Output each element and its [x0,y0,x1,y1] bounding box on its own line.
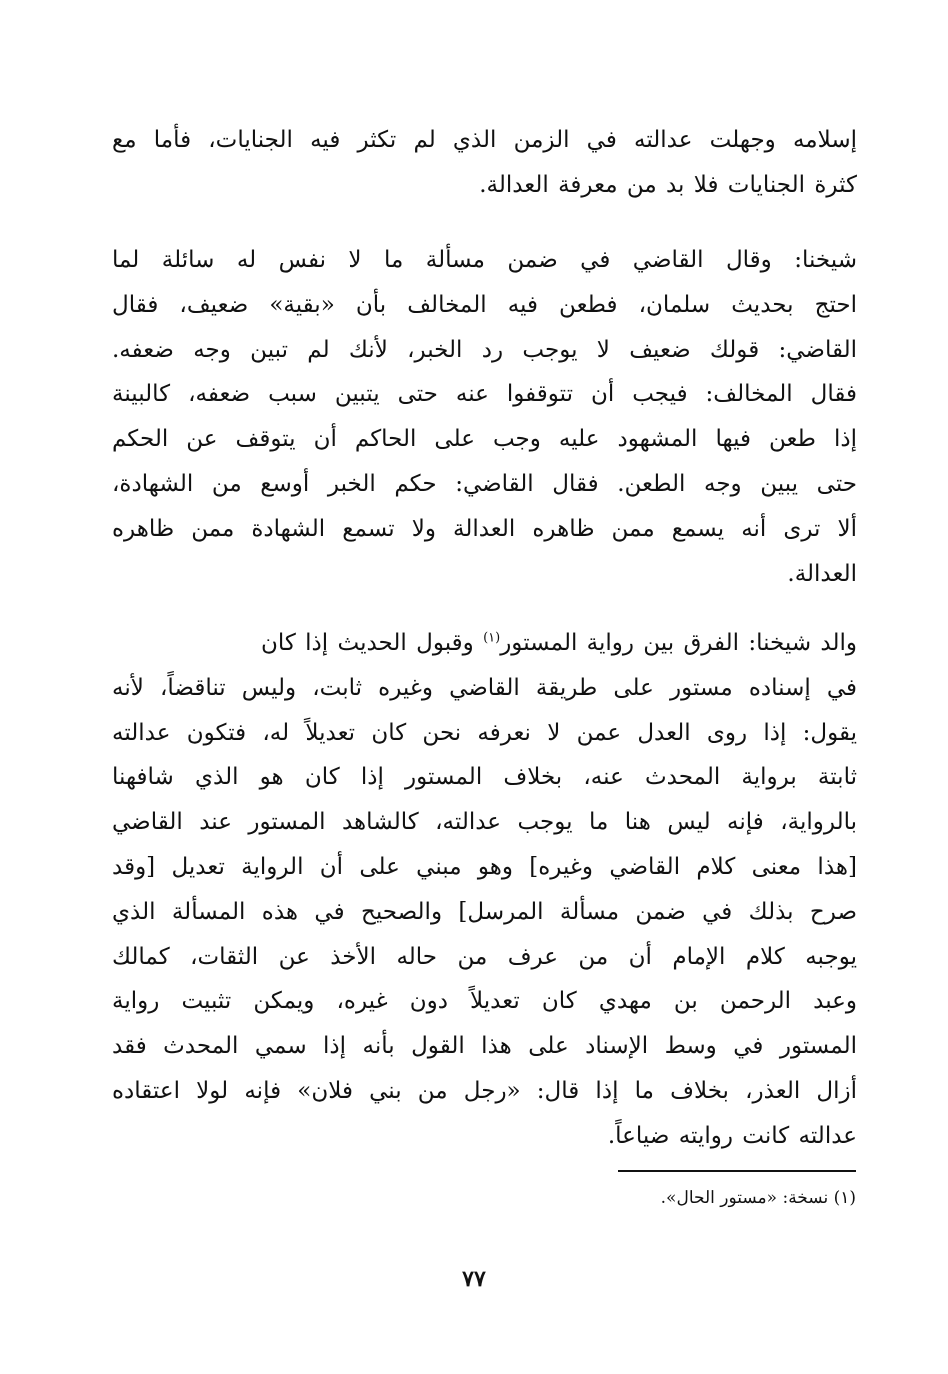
text-line-with-footnote-ref [112,621,857,666]
text-line: المستور في وسط الإسناد على هذا القول بأنه إذا سمي المحدث فقد [112,1033,857,1060]
text-line: إذا طعن فيها المشهود عليه وجب على الحاكم أن يتوقف عن الحكم [112,426,857,453]
text-line: وعبد الرحمن بن مهدي كان تعديلاً دون غيره، ويمكن تثبيت رواية [112,988,857,1015]
text-line: فقال المخالف: فيجب أن تتوقفوا عنه حتى يتبين سبب ضعفه، كالبينة [112,381,857,408]
text-line: إسلامه وجهلت عدالته في الزمن الذي لم تكثر فيه الجنايات، فأما مع [112,127,857,153]
text-line: صرح بذلك في ضمن مسألة المرسل] والصحيح في هذه المسألة الذي [112,898,857,925]
text-line: بالرواية، فإنه ليس هنا ما يوجب عدالته، كالشاهد المستور عند القاضي [112,809,857,836]
text-line: عدالته كانت روايته ضياعاً. [607,1122,857,1149]
text-line: في إسناده مستور على طريقة القاضي وغيره ثابت، وليس تناقضاً، لأنه [112,674,857,701]
line-text-before-note: والد شيخنا: الفرق بين رواية المستور [500,630,857,656]
text-line: كثرة الجنايات فلا بد من معرفة العدالة. [479,171,857,198]
footnote-reference[interactable]: (١) [483,630,501,646]
text-line: احتج بحديث سلمان، فطعن فيه المخالف بأن «بقية» ضعيف، فقال [112,291,857,318]
text-line: يوجبه كلام الإمام أن من عرف من حاله الأخذ عن الثقات، كمالك [112,943,857,970]
footnote-divider [618,1170,856,1172]
text-line: حتى يبين وجه الطعن. فقال القاضي: حكم الخبر أوسع من الشهادة، [112,470,857,497]
text-line: يقول: إذا روى العدل عمن لا نعرفه نحن كان تعديلاً له، فتكون عدالته [112,719,857,746]
line-text-after-note: وقبول الحديث إذا كان [261,630,484,656]
paragraph-1 [112,118,857,208]
text-line: العدالة. [787,560,857,587]
text-line: [هذا معنى كلام القاضي وغيره] وهو مبني على أن الرواية تعديل [وقد [112,853,857,880]
paragraph-2 [112,238,857,596]
page-number: ٧٧ [462,1266,486,1292]
footnote: (١) نسخة: «مستور الحال». [660,1188,856,1208]
text-line: القاضي: قولك ضعيف لا يوجب رد الخبر، لأنك لم تبين وجه ضعفه. [112,336,857,363]
text-line: ثابتة برواية المحدث عنه، بخلاف المستور إذا كان هو الذي شافهنا [112,764,857,791]
paragraph-3 [112,621,857,1159]
text-line: أزال العذر، بخلاف ما إذا قال: «رجل من بني فلان» فإنه لولا اعتقاده [112,1077,857,1104]
text-line: شيخنا: وقال القاضي في ضمن مسألة ما لا نفس له سائلة لما [112,247,857,273]
text-line: ألا ترى أنه يسمع ممن ظاهره العدالة ولا تسمع الشهادة ممن ظاهره [112,515,857,542]
